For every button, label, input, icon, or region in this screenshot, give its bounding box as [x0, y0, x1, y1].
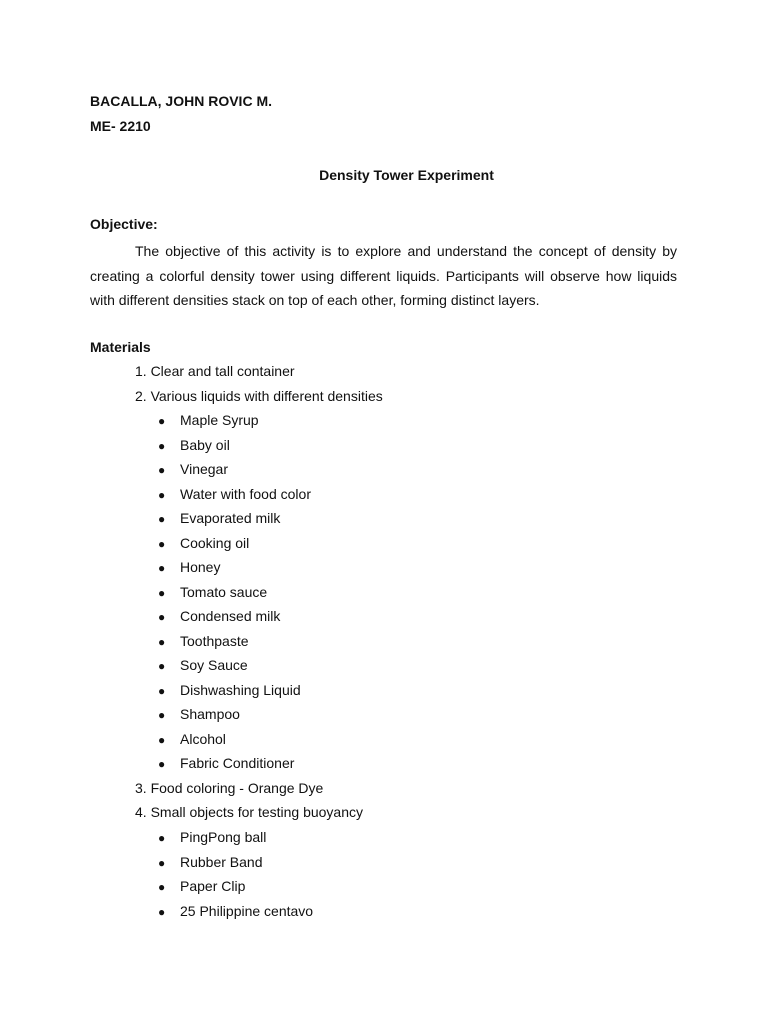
list-item: ● Paper Clip [158, 878, 246, 894]
author-name: BACALLA, JOHN ROVIC M. [90, 93, 272, 109]
materials-item-1: 1. Clear and tall container [135, 363, 295, 379]
objective-paragraph: The objective of this activity is to explore and understand the concept of density by creating a colorful density tower using different liquids. Participants will observe how liquids with different densities stack on top of each other, forming distinct layers. [90, 243, 677, 308]
list-item: ● Vinegar [158, 461, 229, 477]
list-item: ● Baby oil [158, 437, 230, 453]
bullet-icon: ● [158, 659, 166, 673]
bullet-icon: ● [158, 537, 166, 551]
bullet-icon: ● [158, 586, 166, 600]
list-item: ● Alcohol [158, 731, 226, 747]
bullet-icon: ● [158, 856, 166, 870]
bullet-icon: ● [158, 561, 166, 575]
list-item: ● Condensed milk [158, 608, 281, 624]
list-item: ● Shampoo [158, 706, 240, 722]
list-item: ● Rubber Band [158, 854, 263, 870]
bullet-icon: ● [158, 463, 166, 477]
bullet-icon: ● [158, 708, 166, 722]
list-item: ● Maple Syrup [158, 412, 259, 428]
section-code: ME- 2210 [90, 118, 151, 134]
list-item: ● Toothpaste [158, 633, 249, 649]
bullet-icon: ● [158, 488, 166, 502]
list-item: ● Water with food color [158, 486, 311, 502]
bullet-icon: ● [158, 684, 166, 698]
list-item: ● Honey [158, 559, 221, 575]
bullet-icon: ● [158, 439, 166, 453]
materials-item-3: 3. Food coloring - Orange Dye [135, 780, 324, 796]
materials-item-4: 4. Small objects for testing buoyancy [135, 804, 364, 820]
list-item: ● Tomato sauce [158, 584, 268, 600]
bullet-icon: ● [158, 610, 166, 624]
bullet-icon: ● [158, 757, 166, 771]
bullet-icon: ● [158, 831, 166, 845]
list-item: ● Dishwashing Liquid [158, 682, 301, 698]
bullet-icon: ● [158, 880, 166, 894]
objective-heading: Objective: [90, 216, 158, 232]
materials-heading: Materials [90, 339, 151, 355]
list-item: ● Evaporated milk [158, 510, 281, 526]
list-item: ● 25 Philippine centavo [158, 903, 314, 919]
materials-item-2: 2. Various liquids with different densities [135, 388, 383, 404]
document-title: Density Tower Experiment [319, 167, 494, 183]
list-item: ● Soy Sauce [158, 657, 248, 673]
bullet-icon: ● [158, 512, 166, 526]
bullet-icon: ● [158, 635, 166, 649]
list-item: ● PingPong ball [158, 829, 267, 845]
bullet-icon: ● [158, 733, 166, 747]
bullet-icon: ● [158, 905, 166, 919]
bullet-icon: ● [158, 414, 166, 428]
list-item: ● Fabric Conditioner [158, 755, 295, 771]
list-item: ● Cooking oil [158, 535, 250, 551]
